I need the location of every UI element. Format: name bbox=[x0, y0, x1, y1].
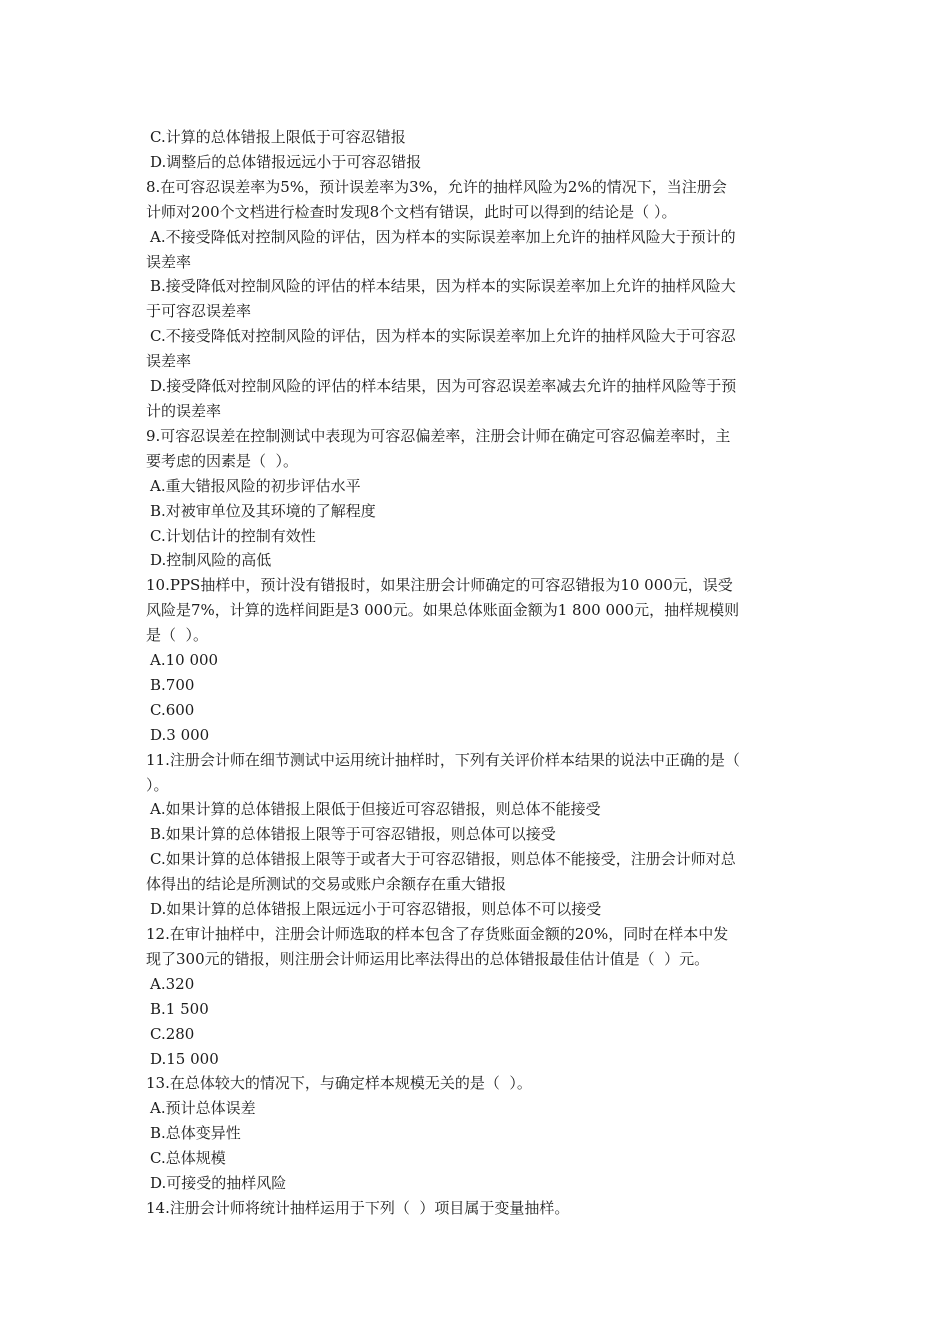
answer-option-line: A.如果计算的总体错报上限低于但接近可容忍错报，则总体不能接受 bbox=[150, 800, 601, 819]
answer-option-line: A.320 bbox=[150, 974, 195, 993]
answer-option-line: B.1 500 bbox=[150, 999, 209, 1018]
answer-option-line: A.重大错报风险的初步评估水平 bbox=[150, 476, 361, 495]
question-text-line: 计的误差率 bbox=[146, 401, 222, 420]
question-text-line: 12.在审计抽样中，注册会计师选取的样本包含了存货账面金额的20%，同时在样本中发 bbox=[146, 925, 729, 943]
answer-option-line: D.可接受的抽样风险 bbox=[150, 1174, 287, 1193]
question-text-line: 现了300元的错报，则注册会计师运用比率法得出的总体错报最佳估计值是（ ）元。 bbox=[146, 949, 710, 968]
answer-option-line: C.如果计算的总体错报上限等于或者大于可容忍错报，则总体不能接受，注册会计师对总 bbox=[150, 850, 736, 869]
answer-option-line: A.预计总体误差 bbox=[150, 1099, 256, 1118]
question-text-line: 8.在可容忍误差率为5%，预计误差率为3%，允许的抽样风险为2%的情况下，当注册会 bbox=[146, 177, 727, 196]
question-text-line: 要考虑的因素是（ ）。 bbox=[146, 451, 299, 470]
question-text-line: ）。 bbox=[146, 775, 169, 794]
answer-option-line: B.总体变异性 bbox=[150, 1124, 241, 1143]
answer-option-line: C.不接受降低对控制风险的评估，因为样本的实际误差率加上允许的抽样风险大于可容忍 bbox=[150, 327, 736, 346]
document-body bbox=[146, 125, 810, 1221]
answer-option-line: C.计算的总体错报上限低于可容忍错报 bbox=[150, 128, 406, 146]
answer-option-line: C.600 bbox=[150, 700, 195, 719]
question-text-line: 体得出的结论是所测试的交易或账户余额存在重大错报 bbox=[146, 875, 507, 894]
answer-option-line: B.对被审单位及其环境的了解程度 bbox=[150, 501, 376, 520]
question-text-line: 计师对200个文档进行检查时发现8个文档有错误，此时可以得到的结论是（ ）。 bbox=[146, 202, 677, 221]
question-text-line: 14.注册会计师将统计抽样运用于下列（ ）项目属于变量抽样。 bbox=[146, 1198, 570, 1217]
answer-option-line: C.计划估计的控制有效性 bbox=[150, 526, 316, 545]
question-text-line: 9.可容忍误差在控制测试中表现为可容忍偏差率，注册会计师在确定可容忍偏差率时，主 bbox=[146, 426, 731, 445]
answer-option-line: B.接受降低对控制风险的评估的样本结果，因为样本的实际误差率加上允许的抽样风险大 bbox=[150, 277, 736, 296]
answer-option-line: A.10 000 bbox=[150, 651, 219, 670]
question-text-line: 于可容忍误差率 bbox=[146, 302, 252, 321]
answer-option-line: B.700 bbox=[150, 675, 195, 694]
question-text-line: 是（ ）。 bbox=[146, 626, 209, 645]
answer-option-line: D.15 000 bbox=[150, 1049, 219, 1068]
question-text-line: 风险是7%，计算的选样间距是3 000元。如果总体账面金额为1 800 000元，抽样规模则 bbox=[146, 601, 740, 620]
answer-option-line: D.调整后的总体错报远远小于可容忍错报 bbox=[150, 152, 422, 171]
answer-option-line: D.如果计算的总体错报上限远远小于可容忍错报，则总体不可以接受 bbox=[150, 900, 602, 919]
answer-option-line: C.280 bbox=[150, 1024, 195, 1043]
answer-option-line: C.总体规模 bbox=[150, 1149, 226, 1168]
answer-option-line: D.接受降低对控制风险的评估的样本结果，因为可容忍误差率减去允许的抽样风险等于预 bbox=[150, 377, 737, 396]
question-text-line: 10.PPS抽样中，预计没有错报时，如果注册会计师确定的可容忍错报为10 000元，误受 bbox=[146, 576, 733, 595]
question-text-line: 11.注册会计师在细节测试中运用统计抽样时，下列有关评价样本结果的说法中正确的是（ bbox=[146, 750, 740, 769]
answer-option-line: A.不接受降低对控制风险的评估，因为样本的实际误差率加上允许的抽样风险大于预计的 bbox=[150, 227, 736, 246]
answer-option-line: B.如果计算的总体错报上限等于可容忍错报，则总体可以接受 bbox=[150, 825, 556, 844]
question-text-line: 13.在总体较大的情况下，与确定样本规模无关的是（ ）。 bbox=[146, 1074, 532, 1093]
answer-option-line: D.3 000 bbox=[150, 725, 210, 744]
answer-option-line: D.控制风险的高低 bbox=[150, 551, 272, 570]
question-text-line: 误差率 bbox=[146, 252, 192, 271]
question-text-line: 误差率 bbox=[146, 352, 192, 371]
